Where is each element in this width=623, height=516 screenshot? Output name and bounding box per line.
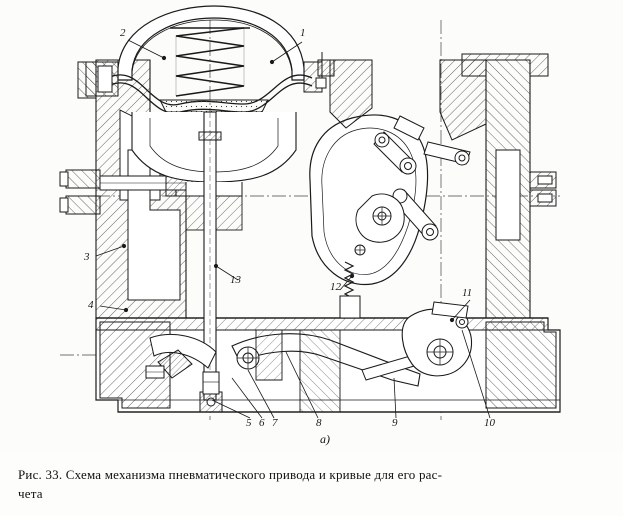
callout-8: 8 — [316, 417, 322, 429]
caption-line-1: Рис. 33. Схема механизма пневматического привода и кривые для его рас- — [18, 467, 443, 482]
callout-1: 1 — [300, 27, 306, 39]
callout-4: 4 — [88, 299, 94, 311]
callout-7: 7 — [272, 417, 278, 429]
view-sublabel: а) — [320, 432, 330, 446]
callout-5: 5 — [246, 417, 252, 429]
callout-13: 13 — [230, 274, 241, 286]
figure-caption — [18, 466, 608, 504]
callout-12: 12 — [330, 281, 341, 293]
callout-10: 10 — [484, 417, 495, 429]
callout-9: 9 — [392, 417, 398, 429]
callout-11: 11 — [462, 287, 473, 299]
caption-line-2: чета — [18, 485, 43, 501]
callout-6: 6 — [259, 417, 265, 429]
callout-2: 2 — [120, 27, 126, 39]
callout-3: 3 — [84, 251, 90, 263]
